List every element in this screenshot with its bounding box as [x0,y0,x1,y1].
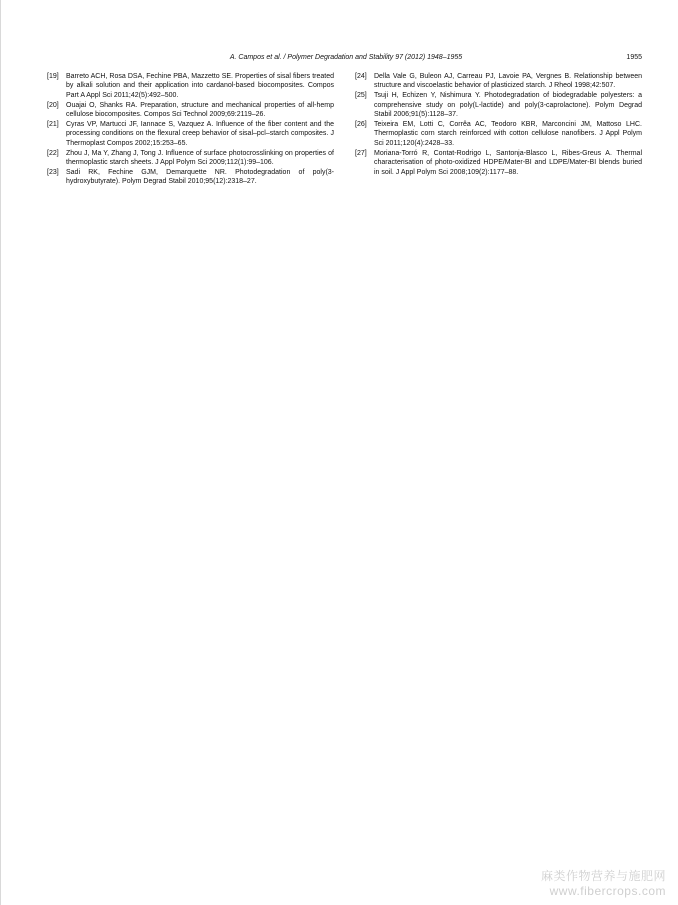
reference-number: [25] [355,92,367,100]
reference-item [355,120,642,148]
reference-number: [20] [47,101,59,109]
reference-item [47,120,334,148]
reference-number: [21] [47,121,59,129]
reference-text: Moriana-Torró R, Contat-Rodrigo L, Santonja-Blasco L, Ribes-Greus A. Thermal characterisation of photo-oxidized HDPE/Mater-BI and LDPE/Mater-BI blends buried in soil. J Appl Polym Sci 2008;109(2):1177–88. [374,149,642,176]
reference-number: [24] [355,73,367,80]
reference-item [47,72,334,100]
reference-text: Tsuji H, Echizen Y, Nishimura Y. Photodegradation of biodegradable polyesters: a comprehensive study on poly(L-lactide) and poly(3-caprolactone). Polym Degrad Stabil 2006;91(5):1128–37. [374,92,642,119]
references-column-left [47,72,334,187]
running-header [50,52,642,64]
reference-text: Sadi RK, Fechine GJM, Demarquette NR. Photodegradation of poly(3-hydroxybutyrate). Polym Degrad Stabil 2010;95(12):2318–27. [66,169,334,186]
reference-item [355,149,642,177]
reference-number: [19] [47,73,59,80]
reference-number: [27] [355,149,367,157]
reference-item [47,149,334,168]
reference-text: Barreto ACH, Rosa DSA, Fechine PBA, Mazzetto SE. Properties of sisal fibers treated by alkali solution and their application into cardanol-based biocomposites. Compos Part A Appl Sci 2011;42(5):492–500. [66,73,334,99]
watermark-site-name: 麻类作物营养与施肥网 [540,869,666,883]
watermark-url: www.fibercrops.com [549,884,666,898]
page-number: 1955 [626,54,642,61]
page-edge-rule [0,0,1,905]
reference-text: Della Vale G, Buleon AJ, Carreau PJ, Lavoie PA, Vergnes B. Relationship between structure and viscoelastic behavior of plasticized starch. J Rheol 1998;42:507. [374,73,642,90]
reference-text: Ouajai O, Shanks RA. Preparation, structure and mechanical properties of all-hemp cellulose biocomposites. Compos Sci Technol 2009;69:2119–26. [66,101,334,119]
references-column-right [355,72,642,177]
reference-text: Teixeira EM, Lotti C, Corrêa AC, Teodoro KBR, Marconcini JM, Mattoso LHC. Thermoplastic corn starch reinforced with cotton cellulose nanofibers. J Appl Polym Sci 2011;120(4):2428–33. [374,121,642,147]
reference-number: [26] [355,121,367,129]
reference-text: Cyras VP, Martucci JF, Iannace S, Vazquez A. Influence of the fiber content and the processing conditions on the flexural creep behavior of sisal–pcl–starch composites. J Thermoplast Compos 2002;15:253–65. [66,121,334,147]
watermark [541,869,666,899]
reference-number: [22] [47,149,59,157]
running-title: A. Campos et al. / Polymer Degradation and Stability 97 (2012) 1948–1955 [229,54,463,61]
reference-item [47,168,334,187]
reference-item [355,72,642,91]
reference-text: Zhou J, Ma Y, Zhang J, Tong J. Influence of surface photocrosslinking on properties of thermoplastic starch sheets. J Appl Polym Sci 2009;112(1):99–106. [66,149,334,167]
reference-number: [23] [47,169,59,177]
reference-item [355,91,642,119]
reference-item [47,101,334,120]
